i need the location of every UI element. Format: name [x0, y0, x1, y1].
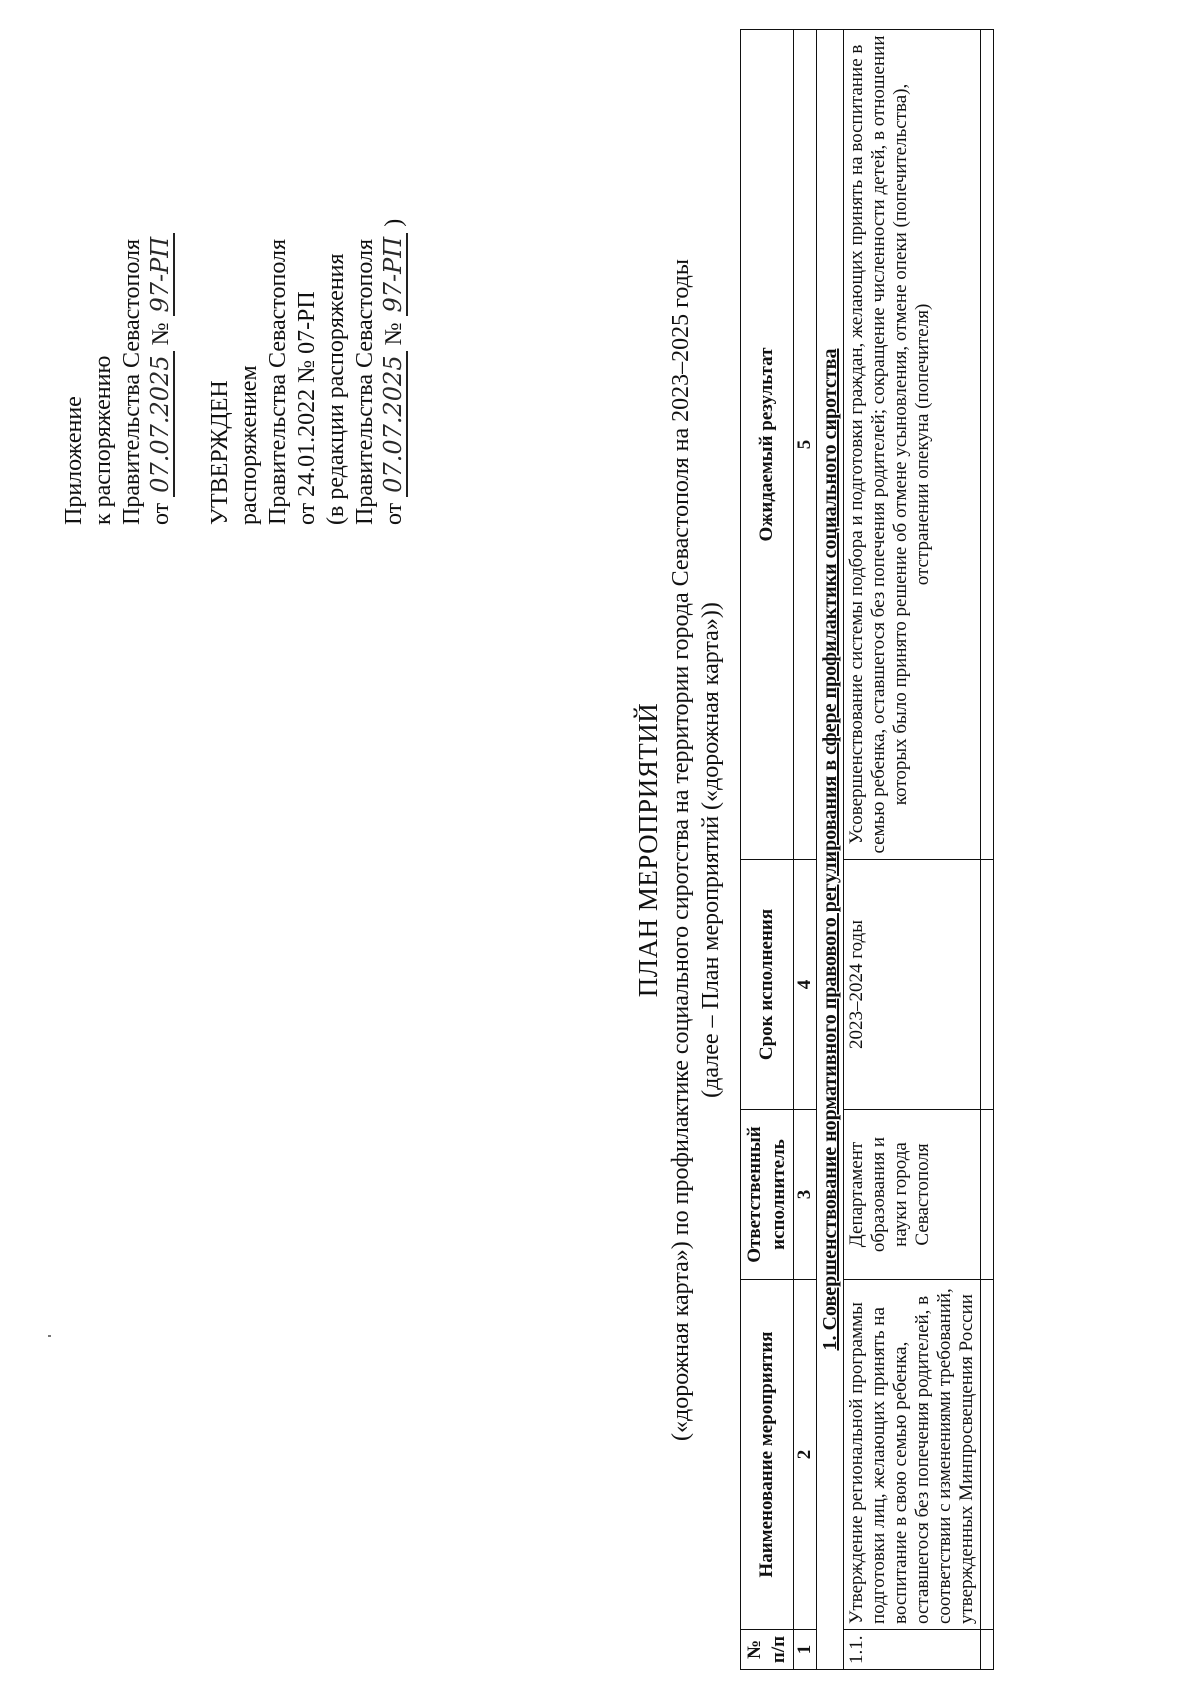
handwritten-number: 97-РП: [380, 233, 408, 317]
table-header-row: [741, 30, 794, 1670]
approved-label: УТВЕРЖДЕН: [207, 380, 233, 525]
deadline: 2023–2024 годы: [844, 860, 981, 1110]
approval-line: Правительства Севастополя: [265, 238, 291, 525]
approval-block: [60, 55, 409, 525]
header-cell-executor: Ответственный исполнитель: [741, 1110, 794, 1280]
header-cell-number: № п/п: [741, 1630, 794, 1670]
activity-name: Утверждение региональной программы подготовки лиц, желающих принять на воспитание в свою семью ребенка, оставшегося без попечения родителей, в соответствии с изменениями требований, утвержденных Минпросвещения России: [844, 1280, 981, 1630]
empty-cell: [981, 1110, 994, 1280]
column-number: 4: [794, 860, 817, 1110]
column-number: 5: [794, 30, 817, 860]
date-prefix: от: [381, 502, 407, 525]
handwritten-date: 07.07.2025: [380, 351, 408, 496]
document-subtitle: («дорожная карта») по профилактике социального сиротства на территории города Севастополя на 2023–2025 годы: [668, 259, 694, 1441]
empty-cell: [981, 1280, 994, 1630]
closing-paren: ): [381, 218, 407, 227]
title-block: [630, 30, 726, 1670]
empty-cell: [981, 860, 994, 1110]
number-sign: №: [381, 322, 407, 346]
section-row: [817, 30, 844, 1670]
number-sign: №: [148, 322, 174, 346]
approval-line: Правительства Севастополя: [352, 238, 378, 525]
approval-line: от 24.01.2022 № 07-РП: [294, 291, 320, 525]
handwritten-number: 97-РП: [147, 233, 175, 317]
empty-cell: [981, 1630, 994, 1670]
date-prefix: от: [148, 502, 174, 525]
handwritten-date: 07.07.2025: [147, 351, 175, 496]
column-number-row: [794, 30, 817, 1670]
spacer: [176, 55, 206, 525]
approval-date-line: [380, 55, 409, 525]
header-cell-result: Ожидаемый результат: [741, 30, 794, 860]
appendix-line: к распоряжению: [90, 355, 116, 525]
row-number: 1.1.: [844, 1630, 981, 1670]
header-cell-deadline: Срок исполнения: [741, 860, 794, 1110]
empty-cell: [981, 30, 994, 860]
table-row-continuation: [981, 30, 994, 1670]
table-row: [844, 30, 981, 1670]
header-cell-name: Наименование мероприятия: [741, 1280, 794, 1630]
document-title: ПЛАН МЕРОПРИЯТИЙ: [633, 702, 663, 998]
approval-line: распоряжением: [236, 365, 262, 525]
column-number: 2: [794, 1280, 817, 1630]
plan-table: [740, 29, 994, 1670]
column-number: 3: [794, 1110, 817, 1280]
approval-line: (в редакции распоряжения: [323, 253, 349, 525]
expected-result: Усовершенствование системы подбора и подготовки граждан, желающих принять на воспитание в семью ребенка, оставшегося без попечения родителей; сокращение численности детей, в отношении которых было принято решение об отмене усыновления, отмене опеки (попечительства), отстранении опекуна (попечителя): [844, 30, 981, 860]
scan-speck: [48, 1335, 51, 1337]
appendix-label: Приложение: [61, 396, 87, 525]
column-number: 1: [794, 1630, 817, 1670]
appendix-date-line: [147, 55, 176, 525]
rotated-page: [60, 30, 1070, 1670]
document-subtitle-note: (далее – План мероприятий («дорожная карта»)): [698, 602, 724, 1098]
appendix-line: Правительства Севастополя: [119, 238, 145, 525]
responsible-executor: Департамент образования и науки города Севастополя: [844, 1110, 981, 1280]
section-title: 1. Совершенствование нормативного правового регулирования в сфере профилактики социального сиротства: [817, 30, 844, 1670]
